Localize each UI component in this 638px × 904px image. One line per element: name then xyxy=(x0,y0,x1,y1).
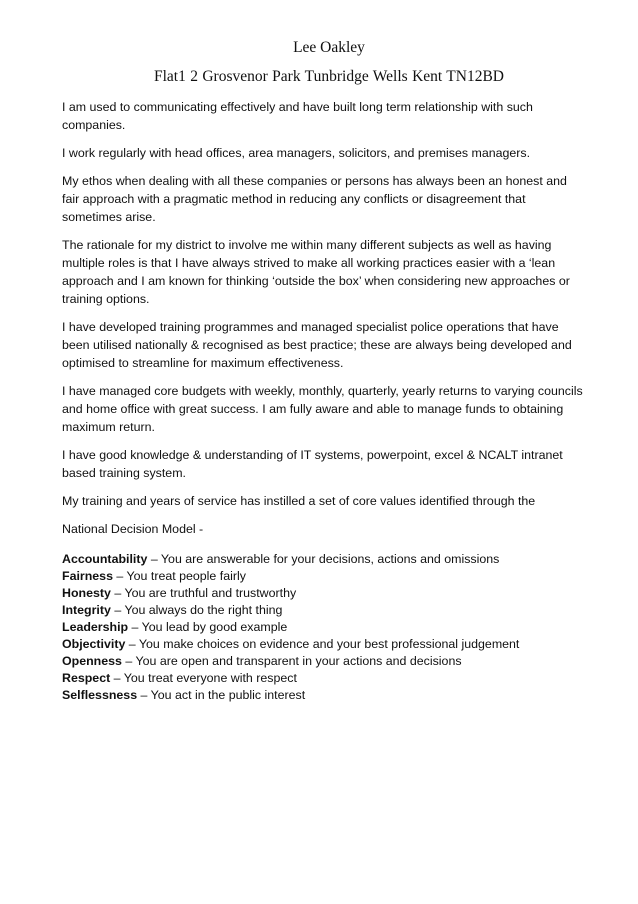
list-item xyxy=(62,602,586,619)
value-description: – You make choices on evidence and your best professional judgement xyxy=(125,637,520,651)
value-term: Openness xyxy=(62,654,122,668)
author-address: Flat1 2 Grosvenor Park Tunbridge Wells Kent TN12BD xyxy=(154,68,504,85)
list-item xyxy=(62,687,586,704)
paragraph-communication: I am used to communicating effectively and have built long term relationship with such companies. xyxy=(62,100,533,132)
paragraph-core-values-intro: My training and years of service has instilled a set of core values identified through the xyxy=(62,494,536,508)
value-term: Accountability xyxy=(62,552,148,566)
value-term: Integrity xyxy=(62,603,111,617)
value-description: – You treat people fairly xyxy=(112,569,246,583)
value-term: Leadership xyxy=(62,620,129,634)
list-item xyxy=(62,568,586,585)
value-description: – You are truthful and trustworthy xyxy=(110,586,297,600)
list-item xyxy=(62,619,586,636)
value-description: – You act in the public interest xyxy=(137,688,306,702)
paragraph-training: I have developed training programmes and managed specialist police operations that have been utilised nationally & recognised as best practice; these are always being developed and optimised to streamline for maximum effectiveness. xyxy=(62,320,572,370)
value-term: Objectivity xyxy=(62,637,126,651)
value-term: Fairness xyxy=(62,569,113,583)
paragraph-ethos: My ethos when dealing with all these companies or persons has always been an honest and fair approach with a pragmatic method in reducing any conflicts or disagreement that sometimes arise. xyxy=(62,174,567,224)
value-description: – You lead by good example xyxy=(128,620,288,634)
paragraph-it-knowledge: I have good knowledge & understanding of IT systems, powerpoint, excel & NCALT intranet based training system. xyxy=(62,448,563,480)
paragraph-decision-model: National Decision Model - xyxy=(62,522,204,536)
value-description: – You are answerable for your decisions, actions and omissions xyxy=(147,552,500,566)
paragraph-regular-contacts: I work regularly with head offices, area managers, solicitors, and premises managers. xyxy=(62,146,531,160)
value-description: – You always do the right thing xyxy=(110,603,283,617)
core-values-list xyxy=(62,551,586,704)
value-description: – You treat everyone with respect xyxy=(110,671,297,685)
list-item xyxy=(62,585,586,602)
value-description: – You are open and transparent in your actions and decisions xyxy=(121,654,462,668)
list-item xyxy=(62,636,586,653)
statement-body xyxy=(62,98,586,538)
author-name: Lee Oakley xyxy=(293,39,365,56)
paragraph-budgets: I have managed core budgets with weekly, monthly, quarterly, yearly returns to varying councils and home office with great success. I am fully aware and able to manage funds to obtaining maximum return. xyxy=(62,384,583,434)
list-item xyxy=(62,653,586,670)
value-term: Honesty xyxy=(62,586,111,600)
list-item xyxy=(62,551,586,568)
value-term: Respect xyxy=(62,671,111,685)
list-item xyxy=(62,670,586,687)
paragraph-rationale: The rationale for my district to involve me within many different subjects as well as having multiple roles is that I have always strived to make all working practices easier with a ‘lean approach and I am known for thinking ‘outside the box’ when considering new approaches or training options. xyxy=(62,238,570,306)
value-term: Selflessness xyxy=(62,688,138,702)
